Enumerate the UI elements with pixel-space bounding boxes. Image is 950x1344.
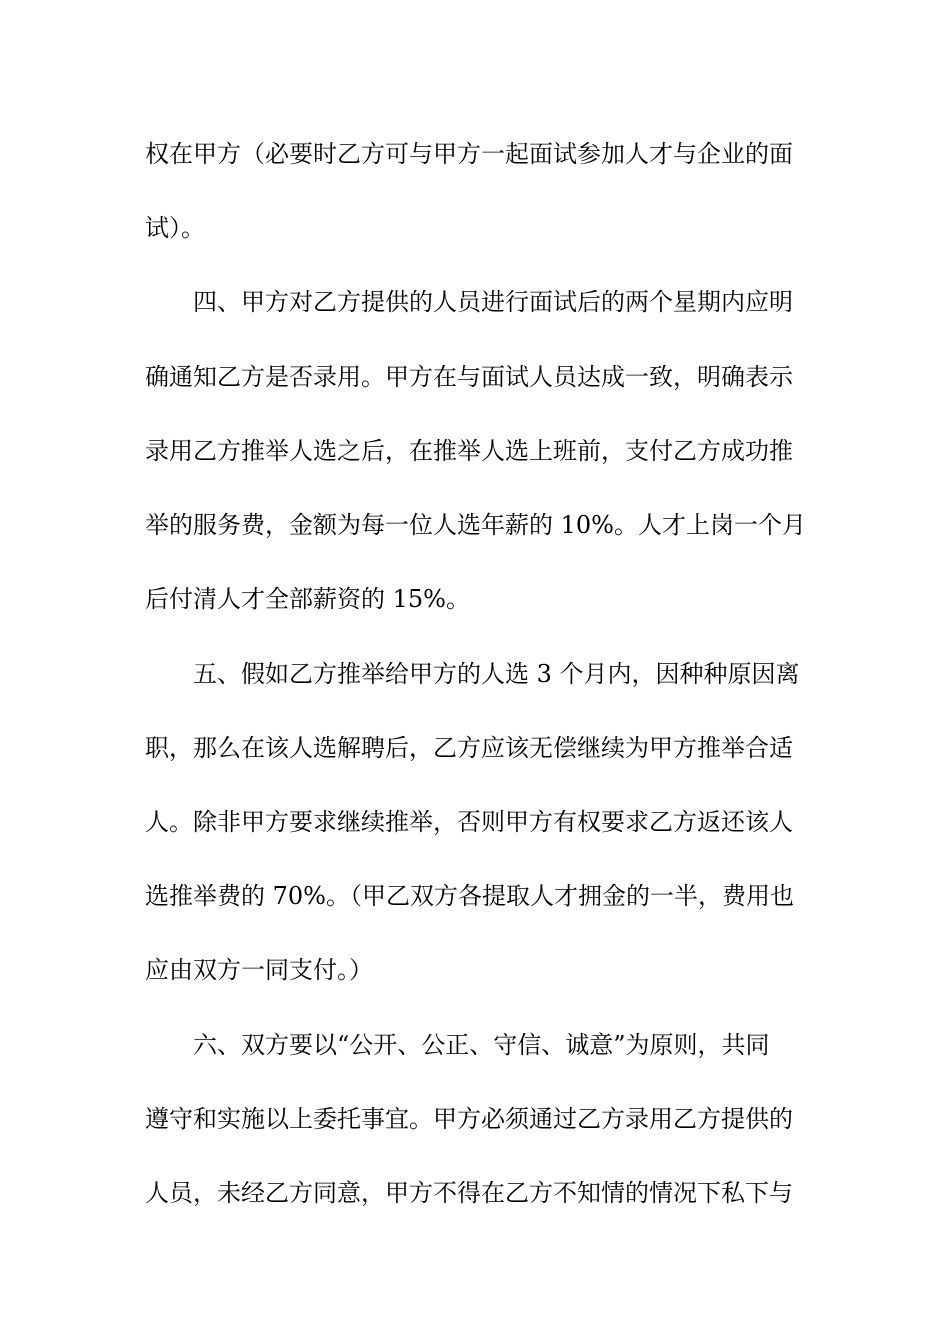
paragraph-start-line: 四、甲方对乙方提供的人员进行面试后的两个星期内应明 (193, 288, 793, 316)
text-line: 确通知乙方是否录用。甲方在与面试人员达成一致，明确表示 (145, 363, 793, 391)
text-line: 后付清人才全部薪资的 15%。 (145, 585, 470, 613)
text-line: 应由双方一同支付。） (145, 956, 373, 984)
text-line: 举的服务费，金额为每一位人选年薪的 10%。人才上岗一个月 (145, 511, 806, 539)
paragraph-start-line: 六、双方要以“公开、公正、守信、诚意”为原则，共同 (193, 1031, 770, 1059)
text-line: 遵守和实施以上委托事宜。甲方必须通过乙方录用乙方提供的 (145, 1105, 793, 1133)
text-line: 录用乙方推举人选之后，在推举人选上班前，支付乙方成功推 (145, 437, 793, 465)
text-line: 人员，未经乙方同意，甲方不得在乙方不知情的情况下私下与 (145, 1179, 793, 1207)
text-line: 人。除非甲方要求继续推举，否则甲方有权要求乙方返还该人 (145, 808, 793, 836)
text-line: 职，那么在该人选解聘后，乙方应该无偿继续为甲方推举合适 (145, 734, 793, 762)
text-line: 权在甲方（必要时乙方可与甲方一起面试参加人才与企业的面 (145, 140, 793, 168)
text-line: 选推举费的 70%。（甲乙双方各提取人才拥金的一半，费用也 (145, 882, 794, 910)
paragraph-start-line: 五、假如乙方推举给甲方的人选 3 个月内，因种种原因离 (193, 660, 800, 688)
text-line: 试）。 (145, 214, 205, 242)
